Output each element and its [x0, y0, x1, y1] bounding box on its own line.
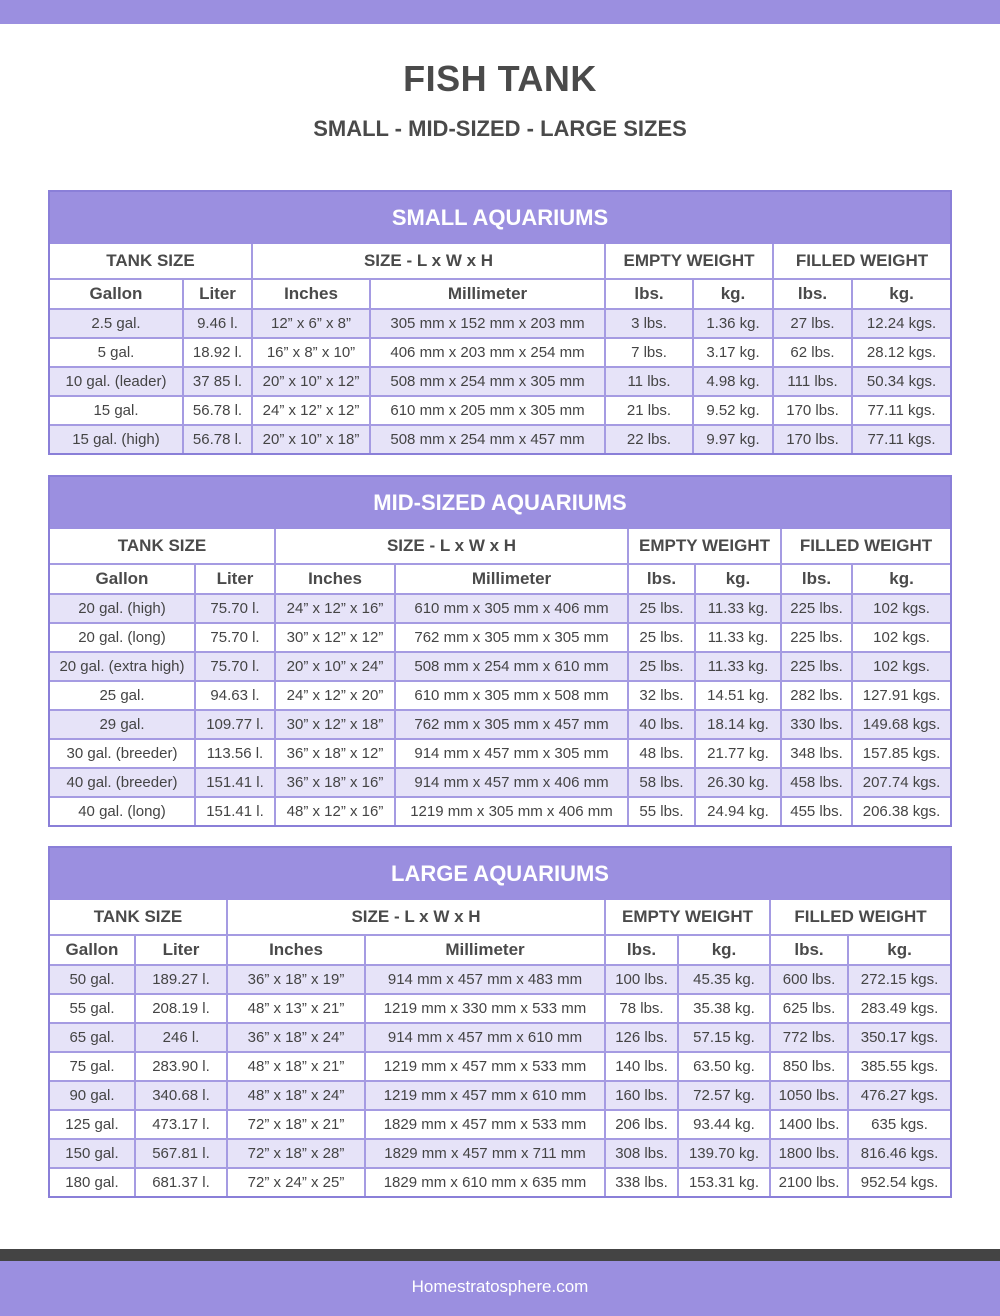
inches-cell: 72” x 18” x 28”	[227, 1139, 365, 1168]
filled-lbs-header: lbs.	[781, 564, 852, 594]
millimeter-header: Millimeter	[395, 564, 628, 594]
liter-cell: 75.70 l.	[195, 623, 275, 652]
millimeter-cell: 762 mm x 305 mm x 457 mm	[395, 710, 628, 739]
inches-cell: 36” x 18” x 12”	[275, 739, 395, 768]
empty-lbs-cell: 78 lbs.	[605, 994, 678, 1023]
table-row	[50, 1023, 950, 1052]
table-row	[50, 1110, 950, 1139]
table-row	[50, 1052, 950, 1081]
filled-kg-cell: 77.11 kgs.	[852, 425, 950, 453]
empty-kg-cell: 14.51 kg.	[695, 681, 781, 710]
empty-lbs-cell: 338 lbs.	[605, 1168, 678, 1196]
footer-site-link[interactable]: Homestratosphere.com	[411, 1277, 589, 1296]
filled-lbs-cell: 330 lbs.	[781, 710, 852, 739]
table-row	[50, 623, 950, 652]
filled-kg-cell: 385.55 kgs.	[848, 1052, 950, 1081]
section-title: SMALL AQUARIUMS	[50, 192, 950, 244]
liter-cell: 56.78 l.	[183, 396, 252, 425]
table-row	[50, 309, 950, 338]
millimeter-cell: 914 mm x 457 mm x 406 mm	[395, 768, 628, 797]
small-aquariums-table	[50, 244, 950, 453]
top-accent-bar	[0, 0, 1000, 24]
inches-cell: 24” x 12” x 20”	[275, 681, 395, 710]
inches-cell: 30” x 12” x 12”	[275, 623, 395, 652]
table-row	[50, 338, 950, 367]
filled-kg-header: kg.	[848, 935, 950, 965]
filled-kg-header: kg.	[852, 564, 950, 594]
millimeter-cell: 508 mm x 254 mm x 610 mm	[395, 652, 628, 681]
empty-lbs-cell: 11 lbs.	[605, 367, 693, 396]
millimeter-cell: 1219 mm x 305 mm x 406 mm	[395, 797, 628, 825]
empty-lbs-cell: 100 lbs.	[605, 965, 678, 994]
gallon-cell: 50 gal.	[50, 965, 135, 994]
empty-kg-cell: 18.14 kg.	[695, 710, 781, 739]
gallon-cell: 5 gal.	[50, 338, 183, 367]
empty-kg-cell: 9.97 kg.	[693, 425, 773, 453]
millimeter-cell: 762 mm x 305 mm x 305 mm	[395, 623, 628, 652]
filled-lbs-cell: 225 lbs.	[781, 623, 852, 652]
empty-kg-cell: 11.33 kg.	[695, 652, 781, 681]
table-row	[50, 797, 950, 825]
liter-cell: 567.81 l.	[135, 1139, 227, 1168]
small-aquariums-section	[48, 190, 952, 455]
empty-lbs-cell: 58 lbs.	[628, 768, 695, 797]
filled-kg-cell: 207.74 kgs.	[852, 768, 950, 797]
table-row	[50, 1081, 950, 1110]
filled-weight-header: FILLED WEIGHT	[773, 244, 950, 279]
empty-lbs-header: lbs.	[605, 935, 678, 965]
filled-kg-header: kg.	[852, 279, 950, 309]
filled-kg-cell: 476.27 kgs.	[848, 1081, 950, 1110]
gallon-cell: 75 gal.	[50, 1052, 135, 1081]
empty-kg-cell: 21.77 kg.	[695, 739, 781, 768]
inches-cell: 48” x 13” x 21”	[227, 994, 365, 1023]
empty-lbs-cell: 25 lbs.	[628, 594, 695, 623]
table-row	[50, 710, 950, 739]
gallon-header: Gallon	[50, 279, 183, 309]
inches-cell: 12” x 6” x 8”	[252, 309, 370, 338]
empty-lbs-cell: 126 lbs.	[605, 1023, 678, 1052]
liter-cell: 246 l.	[135, 1023, 227, 1052]
footer-bar	[0, 1261, 1000, 1316]
gallon-cell: 15 gal. (high)	[50, 425, 183, 453]
size-lwh-header: SIZE - L x W x H	[227, 900, 605, 935]
section-title: MID-SIZED AQUARIUMS	[50, 477, 950, 529]
liter-cell: 56.78 l.	[183, 425, 252, 453]
empty-lbs-cell: 140 lbs.	[605, 1052, 678, 1081]
empty-lbs-cell: 206 lbs.	[605, 1110, 678, 1139]
inches-header: Inches	[227, 935, 365, 965]
empty-kg-cell: 139.70 kg.	[678, 1139, 770, 1168]
filled-kg-cell: 350.17 kgs.	[848, 1023, 950, 1052]
gallon-cell: 10 gal. (leader)	[50, 367, 183, 396]
empty-kg-cell: 3.17 kg.	[693, 338, 773, 367]
millimeter-cell: 508 mm x 254 mm x 457 mm	[370, 425, 605, 453]
empty-lbs-cell: 25 lbs.	[628, 623, 695, 652]
inches-cell: 36” x 18” x 19”	[227, 965, 365, 994]
gallon-cell: 29 gal.	[50, 710, 195, 739]
inches-cell: 48” x 18” x 21”	[227, 1052, 365, 1081]
millimeter-cell: 1829 mm x 610 mm x 635 mm	[365, 1168, 605, 1196]
inches-cell: 24” x 12” x 12”	[252, 396, 370, 425]
liter-cell: 37 85 l.	[183, 367, 252, 396]
gallon-cell: 125 gal.	[50, 1110, 135, 1139]
large-aquariums-table	[50, 900, 950, 1196]
empty-kg-cell: 11.33 kg.	[695, 623, 781, 652]
inches-cell: 24” x 12” x 16”	[275, 594, 395, 623]
filled-lbs-cell: 850 lbs.	[770, 1052, 848, 1081]
inches-cell: 20” x 10” x 24”	[275, 652, 395, 681]
inches-cell: 48” x 18” x 24”	[227, 1081, 365, 1110]
empty-kg-cell: 24.94 kg.	[695, 797, 781, 825]
gallon-cell: 25 gal.	[50, 681, 195, 710]
empty-kg-cell: 72.57 kg.	[678, 1081, 770, 1110]
filled-kg-cell: 149.68 kgs.	[852, 710, 950, 739]
gallon-cell: 40 gal. (long)	[50, 797, 195, 825]
liter-cell: 208.19 l.	[135, 994, 227, 1023]
table-row	[50, 367, 950, 396]
millimeter-cell: 610 mm x 205 mm x 305 mm	[370, 396, 605, 425]
millimeter-cell: 610 mm x 305 mm x 406 mm	[395, 594, 628, 623]
filled-kg-cell: 952.54 kgs.	[848, 1168, 950, 1196]
millimeter-cell: 508 mm x 254 mm x 305 mm	[370, 367, 605, 396]
empty-kg-cell: 63.50 kg.	[678, 1052, 770, 1081]
millimeter-cell: 914 mm x 457 mm x 610 mm	[365, 1023, 605, 1052]
empty-kg-cell: 57.15 kg.	[678, 1023, 770, 1052]
empty-kg-cell: 153.31 kg.	[678, 1168, 770, 1196]
liter-cell: 151.41 l.	[195, 797, 275, 825]
filled-lbs-header: lbs.	[773, 279, 852, 309]
empty-lbs-header: lbs.	[605, 279, 693, 309]
empty-kg-cell: 1.36 kg.	[693, 309, 773, 338]
table-row	[50, 396, 950, 425]
inches-cell: 72” x 18” x 21”	[227, 1110, 365, 1139]
empty-lbs-cell: 7 lbs.	[605, 338, 693, 367]
inches-cell: 20” x 10” x 18”	[252, 425, 370, 453]
gallon-cell: 150 gal.	[50, 1139, 135, 1168]
filled-lbs-cell: 1050 lbs.	[770, 1081, 848, 1110]
filled-kg-cell: 157.85 kgs.	[852, 739, 950, 768]
millimeter-header: Millimeter	[370, 279, 605, 309]
empty-lbs-cell: 21 lbs.	[605, 396, 693, 425]
filled-lbs-cell: 27 lbs.	[773, 309, 852, 338]
table-row	[50, 425, 950, 453]
gallon-cell: 55 gal.	[50, 994, 135, 1023]
empty-lbs-cell: 55 lbs.	[628, 797, 695, 825]
millimeter-cell: 914 mm x 457 mm x 305 mm	[395, 739, 628, 768]
filled-lbs-cell: 62 lbs.	[773, 338, 852, 367]
filled-lbs-cell: 170 lbs.	[773, 396, 852, 425]
liter-cell: 113.56 l.	[195, 739, 275, 768]
filled-lbs-cell: 225 lbs.	[781, 594, 852, 623]
empty-kg-cell: 45.35 kg.	[678, 965, 770, 994]
inches-cell: 48” x 12” x 16”	[275, 797, 395, 825]
empty-lbs-header: lbs.	[628, 564, 695, 594]
gallon-header: Gallon	[50, 564, 195, 594]
liter-cell: 75.70 l.	[195, 652, 275, 681]
filled-lbs-cell: 170 lbs.	[773, 425, 852, 453]
millimeter-cell: 610 mm x 305 mm x 508 mm	[395, 681, 628, 710]
inches-cell: 36” x 18” x 24”	[227, 1023, 365, 1052]
filled-lbs-cell: 282 lbs.	[781, 681, 852, 710]
empty-lbs-cell: 48 lbs.	[628, 739, 695, 768]
filled-weight-header: FILLED WEIGHT	[770, 900, 950, 935]
filled-lbs-cell: 600 lbs.	[770, 965, 848, 994]
filled-lbs-cell: 225 lbs.	[781, 652, 852, 681]
size-lwh-header: SIZE - L x W x H	[252, 244, 605, 279]
liter-cell: 151.41 l.	[195, 768, 275, 797]
millimeter-cell: 1219 mm x 457 mm x 533 mm	[365, 1052, 605, 1081]
inches-cell: 72” x 24” x 25”	[227, 1168, 365, 1196]
empty-lbs-cell: 3 lbs.	[605, 309, 693, 338]
liter-cell: 75.70 l.	[195, 594, 275, 623]
mid-sized-aquariums-section	[48, 475, 952, 827]
filled-kg-cell: 272.15 kgs.	[848, 965, 950, 994]
footer-divider	[0, 1249, 1000, 1261]
empty-kg-cell: 9.52 kg.	[693, 396, 773, 425]
liter-cell: 189.27 l.	[135, 965, 227, 994]
empty-kg-header: kg.	[693, 279, 773, 309]
millimeter-cell: 914 mm x 457 mm x 483 mm	[365, 965, 605, 994]
gallon-cell: 20 gal. (long)	[50, 623, 195, 652]
tank-size-header: TANK SIZE	[50, 529, 275, 564]
empty-lbs-cell: 40 lbs.	[628, 710, 695, 739]
filled-lbs-cell: 111 lbs.	[773, 367, 852, 396]
empty-kg-header: kg.	[695, 564, 781, 594]
empty-kg-cell: 26.30 kg.	[695, 768, 781, 797]
inches-cell: 20” x 10” x 12”	[252, 367, 370, 396]
filled-kg-cell: 28.12 kgs.	[852, 338, 950, 367]
gallon-cell: 20 gal. (high)	[50, 594, 195, 623]
filled-kg-cell: 102 kgs.	[852, 623, 950, 652]
gallon-cell: 65 gal.	[50, 1023, 135, 1052]
millimeter-cell: 1219 mm x 457 mm x 610 mm	[365, 1081, 605, 1110]
filled-kg-cell: 816.46 kgs.	[848, 1139, 950, 1168]
filled-lbs-cell: 772 lbs.	[770, 1023, 848, 1052]
gallon-cell: 30 gal. (breeder)	[50, 739, 195, 768]
liter-header: Liter	[183, 279, 252, 309]
liter-cell: 473.17 l.	[135, 1110, 227, 1139]
filled-kg-cell: 12.24 kgs.	[852, 309, 950, 338]
filled-kg-cell: 635 kgs.	[848, 1110, 950, 1139]
filled-kg-cell: 283.49 kgs.	[848, 994, 950, 1023]
gallon-cell: 2.5 gal.	[50, 309, 183, 338]
inches-header: Inches	[275, 564, 395, 594]
gallon-cell: 15 gal.	[50, 396, 183, 425]
tank-size-header: TANK SIZE	[50, 244, 252, 279]
liter-cell: 9.46 l.	[183, 309, 252, 338]
large-aquariums-section	[48, 846, 952, 1198]
table-row	[50, 594, 950, 623]
empty-kg-header: kg.	[678, 935, 770, 965]
liter-cell: 283.90 l.	[135, 1052, 227, 1081]
liter-cell: 18.92 l.	[183, 338, 252, 367]
gallon-cell: 20 gal. (extra high)	[50, 652, 195, 681]
empty-weight-header: EMPTY WEIGHT	[605, 244, 773, 279]
gallon-cell: 40 gal. (breeder)	[50, 768, 195, 797]
filled-lbs-cell: 2100 lbs.	[770, 1168, 848, 1196]
empty-weight-header: EMPTY WEIGHT	[628, 529, 781, 564]
filled-kg-cell: 77.11 kgs.	[852, 396, 950, 425]
filled-lbs-cell: 1400 lbs.	[770, 1110, 848, 1139]
empty-weight-header: EMPTY WEIGHT	[605, 900, 770, 935]
filled-lbs-header: lbs.	[770, 935, 848, 965]
empty-kg-cell: 11.33 kg.	[695, 594, 781, 623]
millimeter-cell: 406 mm x 203 mm x 254 mm	[370, 338, 605, 367]
table-row	[50, 681, 950, 710]
empty-lbs-cell: 25 lbs.	[628, 652, 695, 681]
liter-header: Liter	[195, 564, 275, 594]
empty-lbs-cell: 32 lbs.	[628, 681, 695, 710]
filled-kg-cell: 127.91 kgs.	[852, 681, 950, 710]
table-row	[50, 739, 950, 768]
liter-cell: 94.63 l.	[195, 681, 275, 710]
size-lwh-header: SIZE - L x W x H	[275, 529, 628, 564]
liter-cell: 681.37 l.	[135, 1168, 227, 1196]
empty-kg-cell: 4.98 kg.	[693, 367, 773, 396]
empty-lbs-cell: 22 lbs.	[605, 425, 693, 453]
filled-weight-header: FILLED WEIGHT	[781, 529, 950, 564]
filled-lbs-cell: 348 lbs.	[781, 739, 852, 768]
empty-kg-cell: 35.38 kg.	[678, 994, 770, 1023]
inches-cell: 36” x 18” x 16”	[275, 768, 395, 797]
mid-sized-aquariums-table	[50, 529, 950, 825]
filled-lbs-cell: 455 lbs.	[781, 797, 852, 825]
millimeter-cell: 1219 mm x 330 mm x 533 mm	[365, 994, 605, 1023]
filled-lbs-cell: 1800 lbs.	[770, 1139, 848, 1168]
page-subtitle: SMALL - MID-SIZED - LARGE SIZES	[313, 116, 687, 141]
page-title: FISH TANK	[403, 58, 597, 99]
filled-kg-cell: 50.34 kgs.	[852, 367, 950, 396]
liter-cell: 109.77 l.	[195, 710, 275, 739]
filled-kg-cell: 102 kgs.	[852, 594, 950, 623]
filled-lbs-cell: 458 lbs.	[781, 768, 852, 797]
table-row	[50, 1168, 950, 1196]
table-row	[50, 965, 950, 994]
table-row	[50, 652, 950, 681]
filled-lbs-cell: 625 lbs.	[770, 994, 848, 1023]
table-row	[50, 994, 950, 1023]
section-title: LARGE AQUARIUMS	[50, 848, 950, 900]
millimeter-cell: 1829 mm x 457 mm x 711 mm	[365, 1139, 605, 1168]
millimeter-cell: 305 mm x 152 mm x 203 mm	[370, 309, 605, 338]
millimeter-header: Millimeter	[365, 935, 605, 965]
inches-cell: 30” x 12” x 18”	[275, 710, 395, 739]
empty-lbs-cell: 160 lbs.	[605, 1081, 678, 1110]
liter-header: Liter	[135, 935, 227, 965]
table-row	[50, 768, 950, 797]
inches-header: Inches	[252, 279, 370, 309]
filled-kg-cell: 206.38 kgs.	[852, 797, 950, 825]
empty-kg-cell: 93.44 kg.	[678, 1110, 770, 1139]
inches-cell: 16” x 8” x 10”	[252, 338, 370, 367]
liter-cell: 340.68 l.	[135, 1081, 227, 1110]
filled-kg-cell: 102 kgs.	[852, 652, 950, 681]
tank-size-header: TANK SIZE	[50, 900, 227, 935]
gallon-header: Gallon	[50, 935, 135, 965]
millimeter-cell: 1829 mm x 457 mm x 533 mm	[365, 1110, 605, 1139]
table-row	[50, 1139, 950, 1168]
empty-lbs-cell: 308 lbs.	[605, 1139, 678, 1168]
gallon-cell: 90 gal.	[50, 1081, 135, 1110]
gallon-cell: 180 gal.	[50, 1168, 135, 1196]
